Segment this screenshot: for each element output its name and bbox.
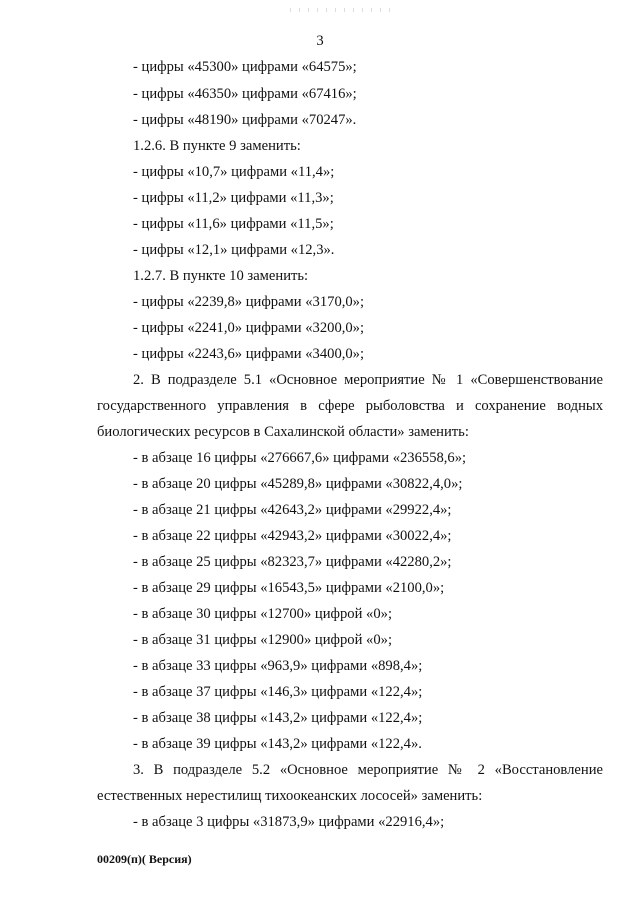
paragraph-line: биологических ресурсов в Сахалинской области» заменить: bbox=[97, 424, 469, 440]
paragraph-line: естественных нерестилищ тихоокеанских лососей» заменить: bbox=[97, 788, 483, 804]
list-item: - в абзаце 3 цифры «31873,9» цифрами «22916,4»; bbox=[133, 814, 445, 830]
list-item: - в абзаце 39 цифры «143,2» цифрами «122,4». bbox=[133, 736, 422, 752]
list-item: - цифры «2243,6» цифрами «3400,0»; bbox=[133, 346, 365, 362]
list-item: - в абзаце 30 цифры «12700» цифрой «0»; bbox=[133, 606, 392, 622]
list-item: - в абзаце 31 цифры «12900» цифрой «0»; bbox=[133, 632, 392, 648]
list-item: - цифры «2239,8» цифрами «3170,0»; bbox=[133, 294, 365, 310]
list-item: - цифры «45300» цифрами «64575»; bbox=[133, 59, 357, 75]
paragraph-line: государственного управления в сфере рыболовства и сохранение водных bbox=[97, 398, 603, 414]
list-item: - цифры «11,6» цифрами «11,5»; bbox=[133, 216, 334, 232]
list-item: - цифры «10,7» цифрами «11,4»; bbox=[133, 164, 335, 180]
list-item: - в абзаце 16 цифры «276667,6» цифрами «236558,6»; bbox=[133, 450, 467, 466]
page-number: 3 bbox=[316, 33, 324, 49]
list-item: - цифры «48190» цифрами «70247». bbox=[133, 112, 357, 128]
list-item: - в абзаце 38 цифры «143,2» цифрами «122,4»; bbox=[133, 710, 423, 726]
list-item: - в абзаце 37 цифры «146,3» цифрами «122,4»; bbox=[133, 684, 423, 700]
paragraph-line: 2. В подразделе 5.1 «Основное мероприятие № 1 «Совершенствование bbox=[133, 372, 603, 388]
list-item: - цифры «46350» цифрами «67416»; bbox=[133, 86, 357, 102]
section-heading: 1.2.6. В пункте 9 заменить: bbox=[133, 138, 301, 154]
list-item: - цифры «2241,0» цифрами «3200,0»; bbox=[133, 320, 365, 336]
document-footer-code: 00209(п)( Версия) bbox=[97, 852, 192, 866]
scan-noise bbox=[290, 8, 390, 12]
paragraph-line: 3. В подразделе 5.2 «Основное мероприятие № 2 «Восстановление bbox=[133, 762, 603, 778]
list-item: - в абзаце 33 цифры «963,9» цифрами «898,4»; bbox=[133, 658, 423, 674]
list-item: - в абзаце 21 цифры «42643,2» цифрами «29922,4»; bbox=[133, 502, 452, 518]
section-heading: 1.2.7. В пункте 10 заменить: bbox=[133, 268, 309, 284]
list-item: - в абзаце 29 цифры «16543,5» цифрами «2100,0»; bbox=[133, 580, 445, 596]
list-item: - цифры «12,1» цифрами «12,3». bbox=[133, 242, 335, 258]
list-item: - цифры «11,2» цифрами «11,3»; bbox=[133, 190, 334, 206]
list-item: - в абзаце 20 цифры «45289,8» цифрами «30822,4,0»; bbox=[133, 476, 463, 492]
list-item: - в абзаце 22 цифры «42943,2» цифрами «30022,4»; bbox=[133, 528, 452, 544]
list-item: - в абзаце 25 цифры «82323,7» цифрами «42280,2»; bbox=[133, 554, 452, 570]
